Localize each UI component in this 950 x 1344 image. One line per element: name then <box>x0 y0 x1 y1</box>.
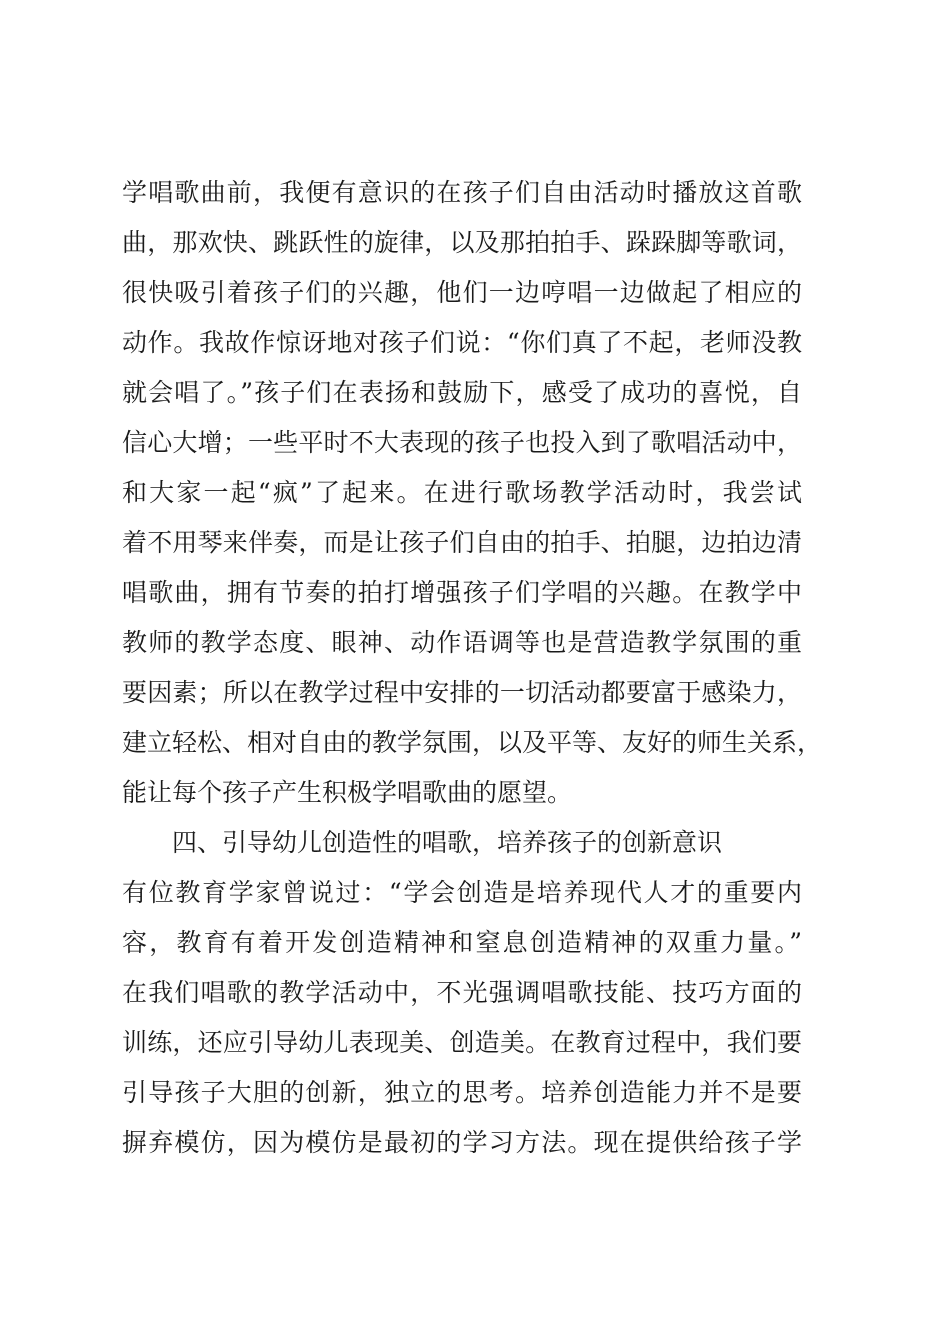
text-line: 信心大增；一些平时不大表现的孩子也投入到了歌唱活动中， <box>122 428 802 457</box>
text-line: 着不用琴来伴奏，而是让孩子们自由的拍手、拍腿，边拍边清 <box>122 528 802 557</box>
text-line: 和大家一起“疯”了起来。在进行歌场教学活动时，我尝试 <box>122 478 802 507</box>
text-line: 学唱歌曲前，我便有意识的在孩子们自由活动时播放这首歌 <box>122 178 802 207</box>
text-line: 摒弃模仿，因为模仿是最初的学习方法。现在提供给孩子学 <box>122 1128 802 1157</box>
text-line: 容，教育有着开发创造精神和窒息创造精神的双重力量。” <box>122 928 802 957</box>
text-line: 能让每个孩子产生积极学唱歌曲的愿望。 <box>122 778 573 807</box>
text-line: 就会唱了。”孩子们在表扬和鼓励下，感受了成功的喜悦，自 <box>122 378 802 407</box>
section-heading: 四、引导幼儿创造性的唱歌，培养孩子的创新意识 <box>172 828 723 857</box>
text-line: 有位教育学家曾说过：“学会创造是培养现代人才的重要内 <box>122 878 802 907</box>
paragraph-body-1 <box>122 168 823 818</box>
text-line: 引导孩子大胆的创新，独立的思考。培养创造能力并不是要 <box>122 1078 802 1107</box>
text-line: 建立轻松、相对自由的教学氛围，以及平等、友好的师生关系， <box>122 728 823 757</box>
text-line: 唱歌曲，拥有节奏的拍打增强孩子们学唱的兴趣。在教学中 <box>122 578 802 607</box>
text-line: 在我们唱歌的教学活动中，不光强调唱歌技能、技巧方面的 <box>122 978 802 1007</box>
text-line: 训练，还应引导幼儿表现美、创造美。在教育过程中，我们要 <box>122 1028 802 1057</box>
text-line: 曲，那欢快、跳跃性的旋律，以及那拍拍手、跺跺脚等歌词， <box>122 228 802 257</box>
text-line: 要因素；所以在教学过程中安排的一切活动都要富于感染力， <box>122 678 802 707</box>
text-line: 很快吸引着孩子们的兴趣，他们一边哼唱一边做起了相应的 <box>122 278 802 307</box>
paragraph-body-2 <box>122 868 802 1168</box>
text-line: 动作。我故作惊讶地对孩子们说：“你们真了不起，老师没教 <box>122 328 802 357</box>
text-line: 教师的教学态度、眼神、动作语调等也是营造教学氛围的重 <box>122 628 802 657</box>
